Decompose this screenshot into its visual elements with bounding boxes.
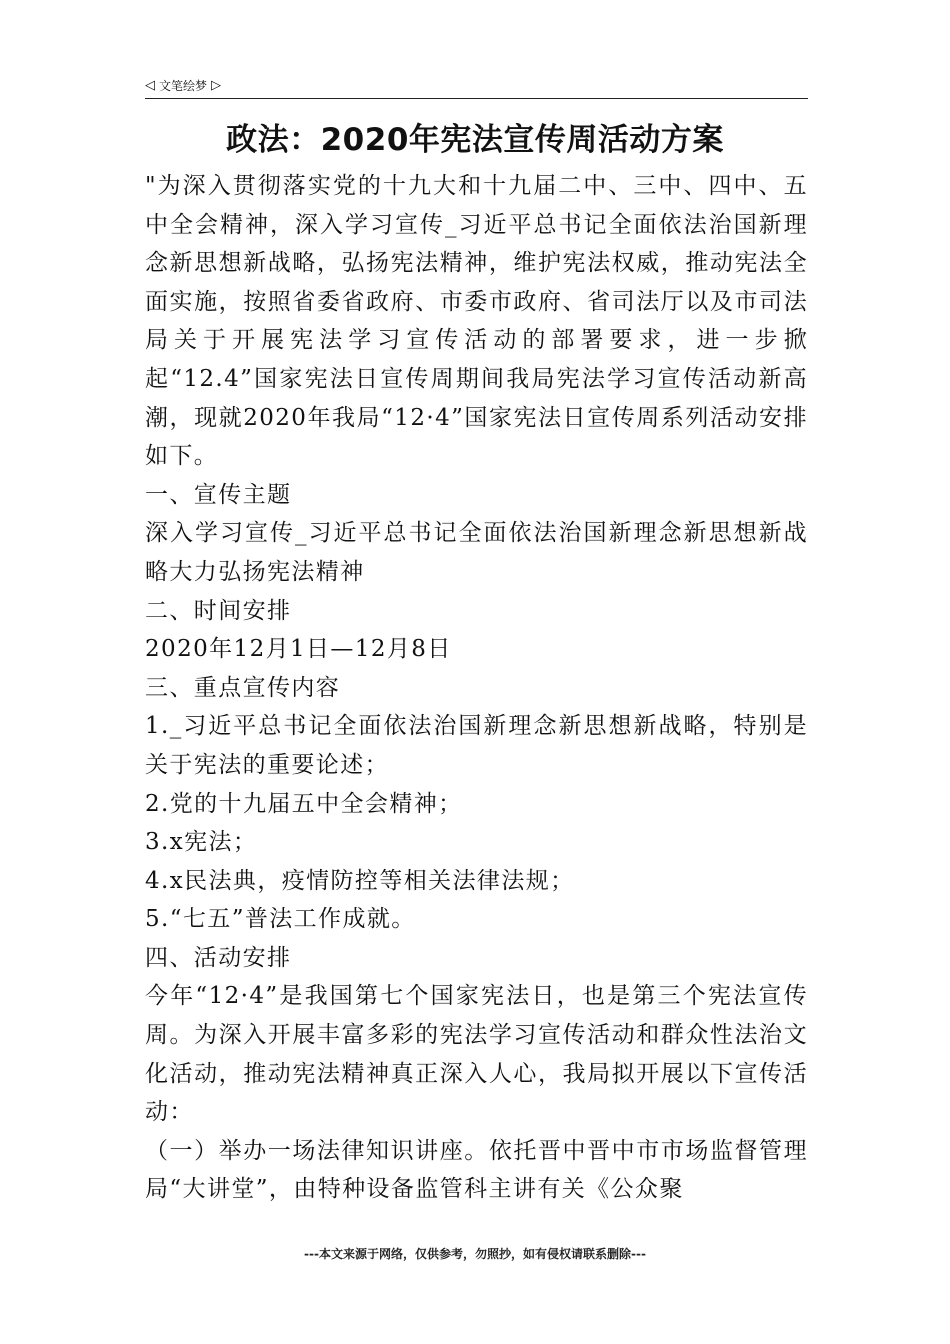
- content-item: 2.党的十九届五中全会精神；: [145, 790, 463, 817]
- page-header: [145, 72, 808, 99]
- activity-item: （一）举办一场法律知识讲座。依托晋中晋中市市场监督管理局“大讲堂”，由特种设备监管科主讲有关《公众聚: [145, 1137, 808, 1203]
- section-heading-theme: 一、宣传主题: [145, 481, 292, 508]
- document-title: 政法：2020年宪法宣传周活动方案: [226, 122, 724, 158]
- header-brand: 文笔绘梦: [159, 78, 208, 93]
- section-heading-schedule: 二、时间安排: [145, 597, 292, 624]
- intro-paragraph: "为深入贯彻落实党的十九大和十九届二中、三中、四中、五中全会精神，深入学习宣传_习近平总书记全面依法治国新理念新思想新战略，弘扬宪法精神，维护宪法权威，推动宪法全面实施，按照省委省政府、市委市政府、省司法厅以及市司法局关于开展宪法学习宣传活动的部署要求，进一步掀起“12.4”国家宪法日宣传周期间我局宪法学习宣传活动新高潮，现就2020年我局“12·4”国家宪法日宣传周系列活动安排如下。: [145, 173, 808, 470]
- content-item: 1._习近平总书记全面依法治国新理念新思想新战略，特别是关于宪法的重要论述；: [145, 713, 808, 778]
- triangle-right-icon: ▷: [211, 77, 222, 93]
- page-footer: ---本文来源于网络，仅供参考，勿照抄，如有侵权请联系删除---: [304, 1247, 646, 1261]
- content-item: 4.x民法典，疫情防控等相关法律法规；: [145, 867, 575, 894]
- activities-paragraph: 今年“12·4”是我国第七个国家宪法日，也是第三个宪法宣传周。为深入开展丰富多彩的宪法学习宣传活动和群众性法治文化活动，推动宪法精神真正深入人心，我局拟开展以下宣传活动：: [145, 983, 808, 1126]
- section-heading-activities: 四、活动安排: [145, 944, 292, 971]
- theme-paragraph: 深入学习宣传_习近平总书记全面依法治国新理念新思想新战略大力弘扬宪法精神: [145, 520, 808, 585]
- triangle-left-icon: ◁: [145, 77, 155, 93]
- document-body: [145, 167, 808, 1209]
- content-item: 3.x宪法；: [145, 829, 258, 856]
- content-item: 5.“七五”普法工作成就。: [145, 906, 416, 933]
- section-heading-content: 三、重点宣传内容: [145, 674, 341, 701]
- schedule-paragraph: 2020年12月1日—12月8日: [145, 636, 452, 663]
